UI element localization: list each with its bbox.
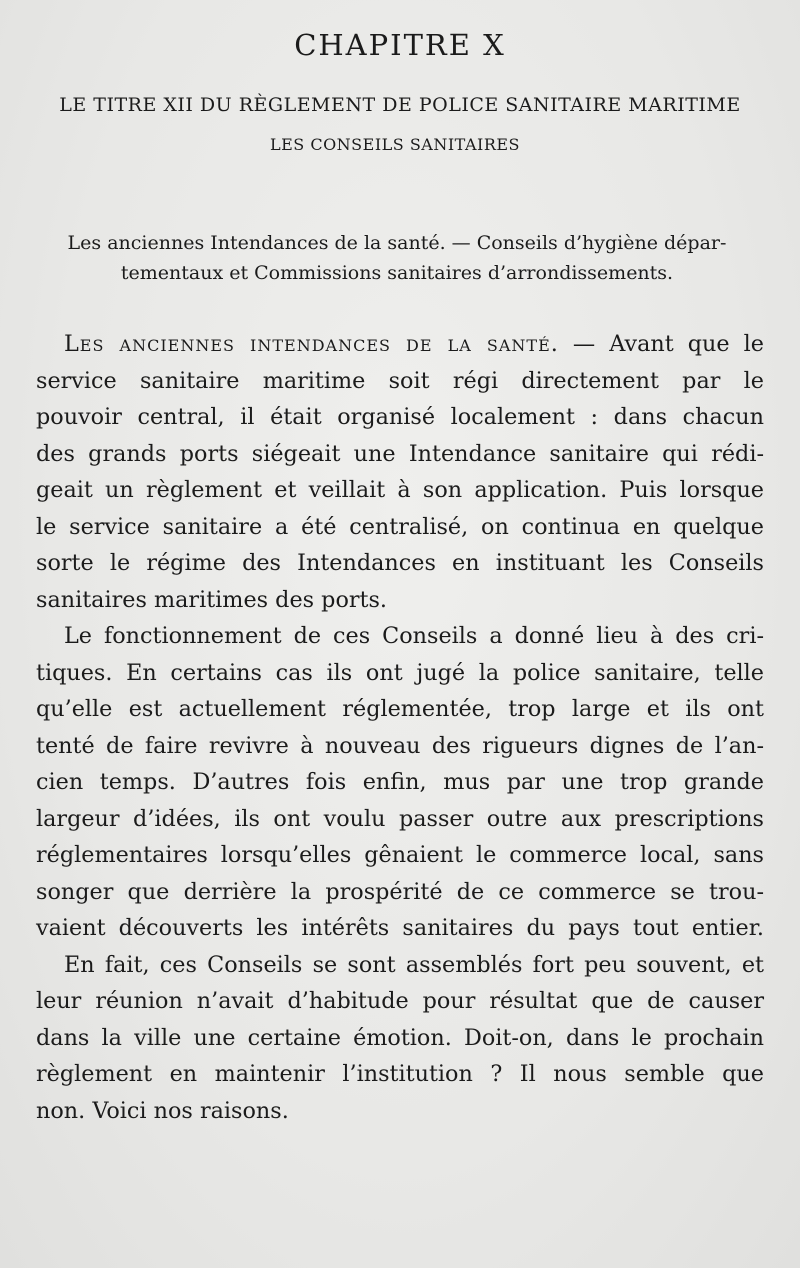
- paragraph-1-line: le service sanitaire a été centralisé, on continua en quelque: [36, 513, 764, 540]
- paragraph-2-line: qu’elle est actuellement réglementée, trop large et ils ont: [36, 696, 764, 722]
- paragraph-1-line: sanitaires maritimes des ports.: [36, 586, 388, 613]
- section-lead: Les anciennes intendances de la santé.: [64, 331, 559, 357]
- paragraph-2-line: largeur d’idées, ils ont voulu passer outre aux prescriptions: [36, 805, 764, 832]
- body-text-fragment: — Avant que le: [558, 331, 764, 357]
- chapter-heading: CHAPITRE X: [294, 28, 506, 62]
- paragraph-2-line: cien temps. D’autres fois enfin, mus par une trop grande: [36, 769, 764, 795]
- paragraph-3-line: En fait, ces Conseils se sont assemblés fort peu souvent, et: [64, 951, 764, 978]
- paragraph-2-line: vaient découverts les intérêts sanitaires du pays tout entier.: [36, 915, 764, 941]
- paragraph-3-line: leur réunion n’avait d’habitude pour résultat que de causer: [36, 988, 764, 1014]
- paragraph-1-line: sorte le régime des Intendances en instituant les Conseils: [36, 550, 764, 576]
- chapter-summary: [32, 228, 762, 288]
- paragraph-2-line: Le fonctionnement de ces Conseils a donné lieu à des cri-: [64, 623, 764, 649]
- paragraph-2-line: réglementaires lorsqu’elles gênaient le commerce local, sans: [36, 842, 764, 868]
- body-text: [36, 326, 764, 1129]
- paragraph-1-line: [36, 326, 764, 363]
- paragraph-1-line: service sanitaire maritime soit régi directement par le: [36, 367, 764, 394]
- paragraph-2-line: tiques. En certains cas ils ont jugé la police sanitaire, telle: [36, 659, 764, 686]
- paragraph-2-line: tenté de faire revivre à nouveau des rigueurs dignes de l’an-: [36, 732, 764, 759]
- summary-line: tementaux et Commissions sanitaires d’arrondissements.: [120, 262, 674, 284]
- chapter-title-line1: LE TITRE XII DU RÈGLEMENT DE POLICE SANITAIRE MARITIME: [59, 94, 741, 116]
- summary-line: Les anciennes Intendances de la santé. — Conseils d’hygiène dépar-: [67, 232, 727, 254]
- paragraph-3-line: règlement en maintenir l’institution ? Il nous semble que: [36, 1061, 764, 1087]
- paragraph-1-line: des grands ports siégeait une Intendance sanitaire qui rédi-: [36, 440, 764, 467]
- chapter-title-line2: LES CONSEILS SANITAIRES: [269, 135, 521, 154]
- paragraph-1-line: geait un règlement et veillait à son application. Puis lorsque: [36, 477, 764, 503]
- paragraph-2-line: songer que derrière la prospérité de ce commerce se trou-: [36, 878, 764, 905]
- paragraph-3-line: non. Voici nos raisons.: [36, 1097, 289, 1124]
- paragraph-3-line: dans la ville une certaine émotion. Doit-on, dans le prochain: [36, 1024, 764, 1051]
- paragraph-1-line: pouvoir central, il était organisé localement : dans chacun: [36, 404, 764, 430]
